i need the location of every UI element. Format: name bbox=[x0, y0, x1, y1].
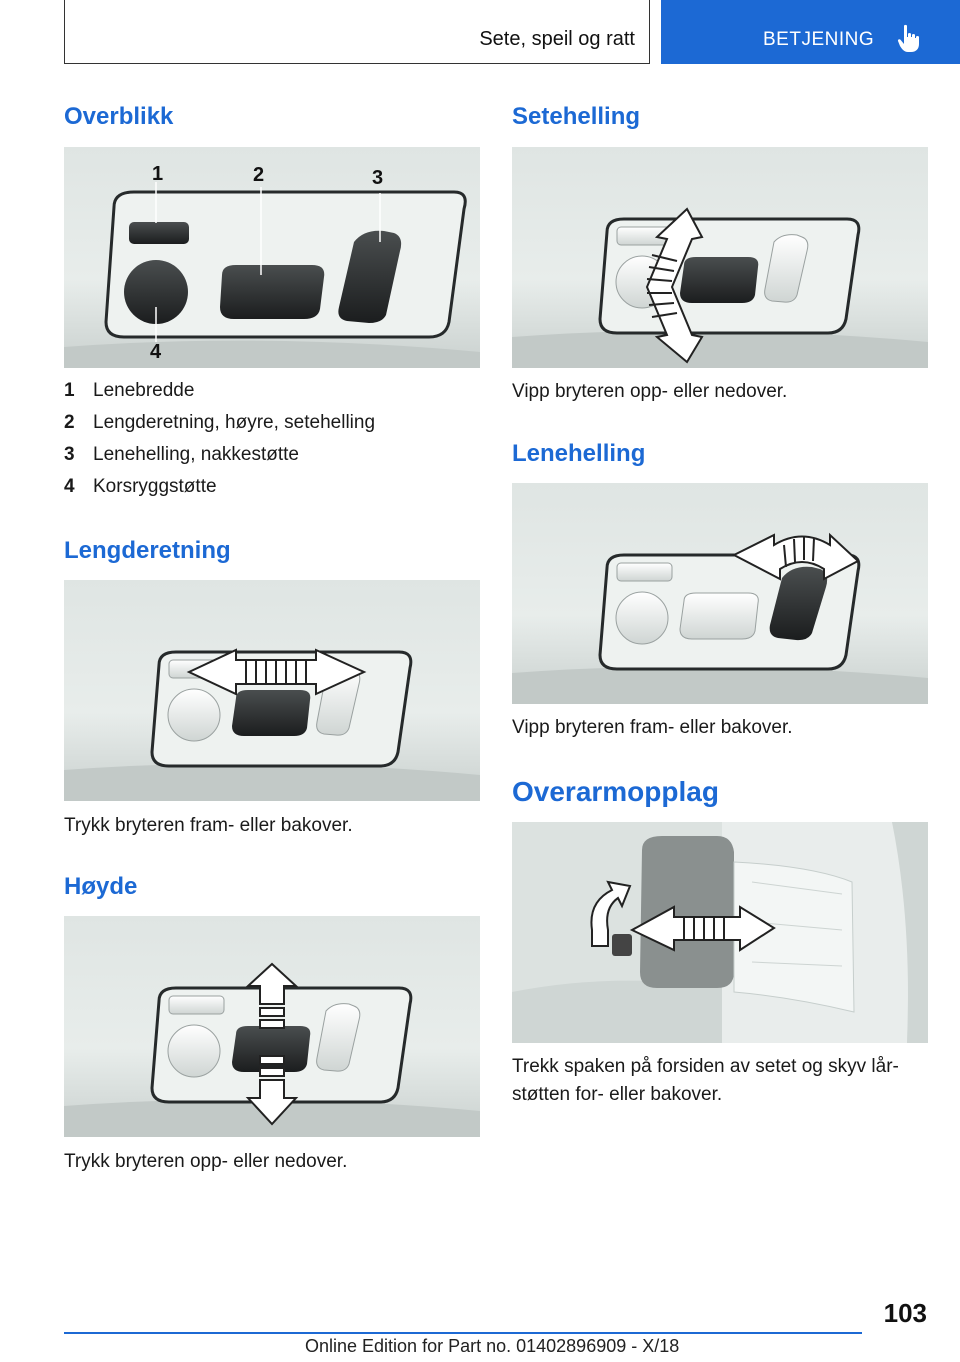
armrest-figure bbox=[512, 822, 928, 1043]
callout-3: 3 bbox=[372, 167, 384, 189]
height-text: Trykk bryteren opp- eller nedover. bbox=[64, 1151, 348, 1172]
armrest-text bbox=[512, 1053, 928, 1109]
armrest-heading: Overarmopplag bbox=[512, 776, 719, 807]
section-title: BETJENING bbox=[763, 29, 875, 50]
length-text: Trykk bryteren fram- eller bakover. bbox=[64, 815, 353, 836]
chapter-title: Sete, speil og ratt bbox=[479, 28, 635, 50]
back-tilt-text: Vipp bryteren fram- eller bakover. bbox=[512, 717, 793, 738]
height-figure bbox=[64, 916, 480, 1137]
overview-legend bbox=[64, 376, 480, 504]
page-header bbox=[0, 0, 960, 66]
overview-figure bbox=[64, 147, 480, 368]
seat-tilt-figure bbox=[512, 147, 928, 368]
callout-4: 4 bbox=[150, 341, 162, 363]
back-tilt-heading: Lenehelling bbox=[512, 440, 646, 467]
length-heading: Lengderetning bbox=[64, 537, 231, 564]
chapter-tab bbox=[64, 0, 650, 64]
pointing-hand-icon bbox=[897, 24, 921, 54]
callout-1: 1 bbox=[152, 163, 164, 185]
overview-heading: Overblikk bbox=[64, 103, 174, 130]
section-tab bbox=[661, 0, 960, 64]
seat-tilt-text: Vipp bryteren opp- eller nedover. bbox=[512, 381, 788, 402]
armrest-text-line-2: støtten for- eller bakover. bbox=[512, 1084, 723, 1105]
height-heading: Høyde bbox=[64, 873, 138, 900]
callout-2: 2 bbox=[253, 164, 265, 186]
seat-tilt-heading: Setehelling bbox=[512, 103, 641, 130]
armrest-text-line-1: Trekk spaken på forsiden av setet og skyv lår- bbox=[512, 1056, 899, 1077]
footer-divider bbox=[64, 1332, 862, 1334]
legend-item: 4 Korsryggstøtte bbox=[64, 476, 217, 497]
length-figure bbox=[64, 580, 480, 801]
page-number: 103 bbox=[883, 1298, 927, 1328]
legend-item: 3 Lenehelling, nakkestøtte bbox=[64, 444, 299, 465]
legend-item: 2 Lengderetning, høyre, setehelling bbox=[64, 412, 376, 433]
edition-text: Online Edition for Part no. 01402896909 - X/18 bbox=[305, 1336, 680, 1356]
legend-item: 1 Lenebredde bbox=[64, 380, 195, 401]
back-tilt-figure bbox=[512, 483, 928, 704]
